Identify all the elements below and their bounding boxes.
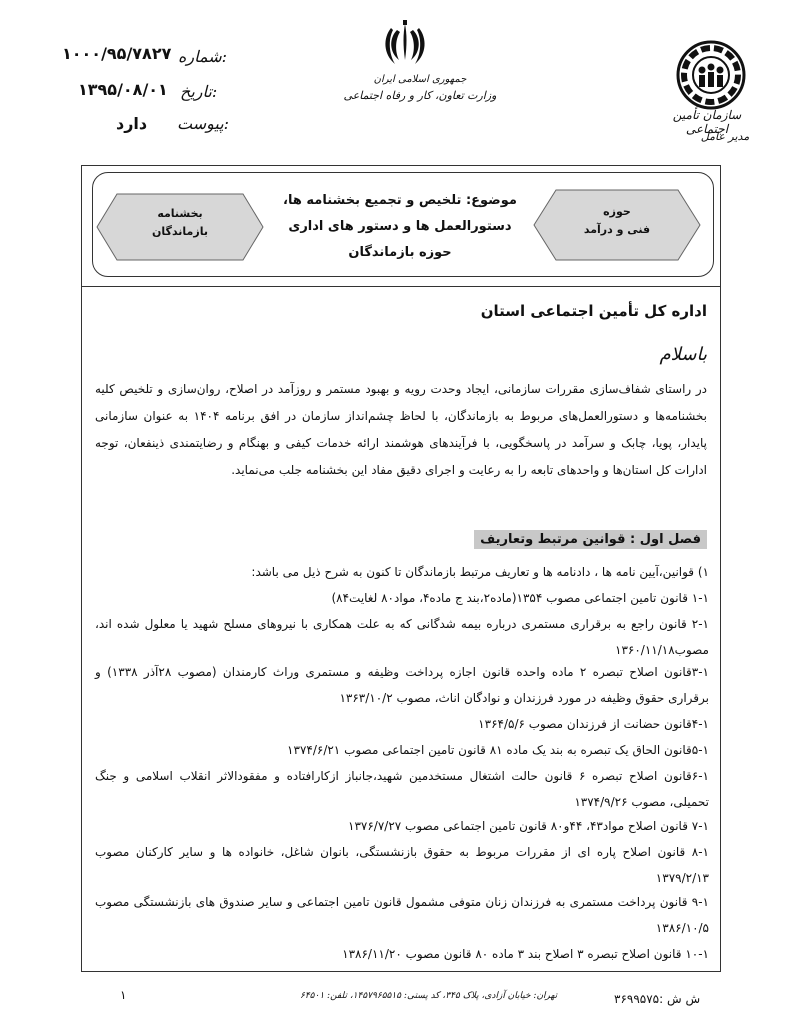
subject-line1: موضوع: تلخیص و تجمیع بخشنامه ها، <box>283 193 517 208</box>
banner-divider <box>81 286 721 287</box>
social-security-logo <box>668 40 754 110</box>
subject-line3: حوزه بازماندگان <box>348 245 452 260</box>
law-item: ۴-۱قانون حضانت از فرزندان مصوب ۱۳۶۴/۵/۶ <box>478 717 709 731</box>
date-value: ۱۳۹۵/۰۸/۰۱ <box>78 80 168 99</box>
government-header <box>330 20 510 102</box>
law-item: ۱۰-۱ قانون اصلاح تبصره ۳ اصلاح بند ۳ ماده ۸۰ قانون مصوب ۱۳۸۶/۱۱/۲۰ <box>342 947 709 961</box>
left-tag-line1: بخشنامه <box>157 207 203 220</box>
attachment-label: پیوست: <box>177 114 230 133</box>
addressee: اداره کل تأمین اجتماعی استان <box>480 302 707 320</box>
registration-number: ش ش :۳۶۹۹۵۷۵ <box>614 992 701 1006</box>
iran-emblem-icon <box>383 20 427 70</box>
right-tag <box>547 203 687 238</box>
attachment-value: دارد <box>116 114 148 133</box>
date-label: تاریخ: <box>180 82 218 101</box>
ministry-name: وزارت تعاون، کار و رفاه اجتماعی <box>343 89 497 102</box>
law-item: ۱) قوانین،آیین نامه ها ، دادنامه ها و تعاریف مرتبط بازماندگان تا کنون به شرح ذیل می باشد: <box>251 565 709 579</box>
number-label: شماره: <box>178 47 228 66</box>
organization-sub: مدیر عامل <box>700 130 750 143</box>
law-item: ۲-۱ قانون راجع به برقراری مستمری درباره بیمه شدگانی که به علت همکاری با نیروهای مسلح شهید یا معلول شده اند، مصوب۱۳۶۰/۱۱/۱۸ <box>95 617 709 657</box>
intro-paragraph: در راستای شفاف‌سازی مقررات سازمانی، ایجاد وحدت رویه و بهبود مستمر و روزآمد در اصلاح، روان‌سازی و تلخیص کلیه بخشنامه‌ها و دستورالعمل‌های مربوط به بازماندگان، با لحاظ چشم‌انداز سازمان در افق برنامه ۱۴۰۴ به عنوان سازمانی پایدار، پویا، چابک و سرآمد در پاسخگویی، با فرآیندهای هوشمند ارائه خدمات کیفی و بهنگام و رضایتمندی ذینفعان، توجه ادارات کل استان‌ها و واحدهای تابعه را به رعایت و اجرای دقیق مفاد این بخشنامه جلب می‌نماید. <box>95 382 707 477</box>
law-item: ۳-۱قانون اصلاح تبصره ۲ ماده واحده قانون اجازه پرداخت وظیفه و مستمری وراث کارمندان (مصوب ۲۸آذر ۱۳۳۸) و برقراری حقوق وظیفه در مورد فرزندان و نوادگان اناث، مصوب ۱۳۶۳/۱۰/۲ <box>95 665 709 705</box>
left-tag-line2: بازماندگان <box>152 224 208 238</box>
law-item: ۹-۱ قانون پرداخت مستمری به فرزندان زنان متوفی مشمول قانون تامین اجتماعی و سایر صندوق های بازنشستگی مصوب ۱۳۸۶/۱۰/۵ <box>95 895 709 935</box>
law-item: ۶-۱قانون اصلاح تبصره ۶ قانون حالت اشتغال مستخدمین شهید،جانباز ازکارافتاده و مفقودالاثر انقلاب اسلامی و جنگ تحمیلی، مصوب ۱۳۷۴/۹/۲۶ <box>95 769 709 809</box>
law-item: ۷-۱ قانون اصلاح مواد۴۳، ۴۴و۸۰ قانون تامین اجتماعی مصوب ۱۳۷۶/۷/۲۷ <box>348 819 709 833</box>
law-item: ۸-۱ قانون اصلاح پاره ای از مقررات مربوط به حقوق بازنشستگی، بانوان شاغل، خانواده ها و سایر کارکنان مصوب ۱۳۷۹/۲/۱۳ <box>95 845 709 885</box>
left-tag <box>110 205 250 240</box>
subject <box>260 188 540 266</box>
page-number: ۱ <box>120 988 127 1002</box>
law-item: ۱-۱ قانون تامین اجتماعی مصوب ۱۳۵۴(ماده۲،بند ج ماده۴، مواد۸۰ لغایت۸۴) <box>331 591 709 605</box>
section-title: فصل اول : قوانین مرتبط وتعاریف <box>474 530 707 549</box>
organization-name: سازمان تأمین اجتماعی <box>672 108 742 136</box>
subject-line2: دستورالعمل ها و دستور های اداری <box>288 219 512 234</box>
footer-address: تهران: خیابان آزادی، پلاک ۳۴۵، کد پستی: ۱۴۵۷۹۶۵۵۱۵، تلفن: ۶۴۵۰۱ <box>300 991 558 1001</box>
law-item: ۵-۱قانون الحاق یک تبصره به بند یک ماده ۸۱ قانون تامین اجتماعی مصوب ۱۳۷۴/۶/۲۱ <box>287 743 709 757</box>
right-tag-line1: حوزه <box>603 205 631 218</box>
right-tag-line2: فنی و درآمد <box>583 222 651 236</box>
greeting: باسلام <box>659 344 707 365</box>
government-name: جمهوری اسلامی ایران <box>373 74 467 85</box>
number-value: ۱۰۰۰/۹۵/۷۸۲۷ <box>62 44 172 63</box>
